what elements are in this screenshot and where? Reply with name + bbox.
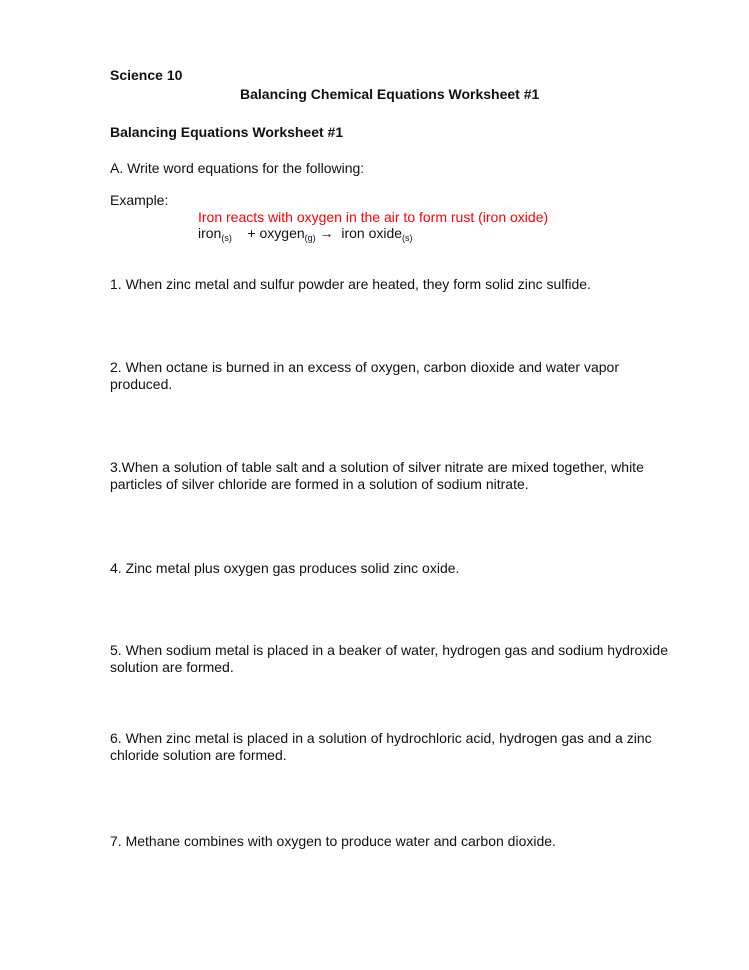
question-2: 2. When octane is burned in an excess of oxygen, carbon dioxide and water vapor produced. <box>110 359 619 392</box>
question-1: 1. When zinc metal and sulfur powder are heated, they form solid zinc sulfide. <box>110 276 591 292</box>
example-sentence: Iron reacts with oxygen in the air to form rust (iron oxide) <box>198 209 549 225</box>
reactant-2-state: (g) <box>304 233 316 243</box>
page-title: Balancing Chemical Equations Worksheet #1 <box>240 86 540 102</box>
question-4: 4. Zinc metal plus oxygen gas produces solid zinc oxide. <box>110 560 460 576</box>
product-1: iron oxide <box>341 225 403 241</box>
example-label: Example: <box>110 192 169 208</box>
question-7: 7. Methane combines with oxygen to produce water and carbon dioxide. <box>110 833 556 849</box>
instruction: A. Write word equations for the following: <box>110 160 365 176</box>
plus-sign: + <box>247 225 256 241</box>
section-title: Balancing Equations Worksheet #1 <box>110 124 344 140</box>
course-label: Science 10 <box>110 67 183 83</box>
reactant-2: oxygen <box>259 225 305 241</box>
question-6: 6. When zinc metal is placed in a solution of hydrochloric acid, hydrogen gas and a zinc chloride solution are formed. <box>110 730 652 763</box>
question-3: 3.When a solution of table salt and a solution of silver nitrate are mixed together, white particles of silver chloride are formed in a solution of sodium nitrate. <box>110 459 644 492</box>
question-5: 5. When sodium metal is placed in a beaker of water, hydrogen gas and sodium hydroxide solution are formed. <box>110 642 668 675</box>
example-equation <box>198 225 413 243</box>
product-1-state: (s) <box>402 233 413 243</box>
reactant-1: iron <box>198 225 222 241</box>
arrow: → <box>319 225 334 241</box>
reactant-1-state: (s) <box>221 233 232 243</box>
